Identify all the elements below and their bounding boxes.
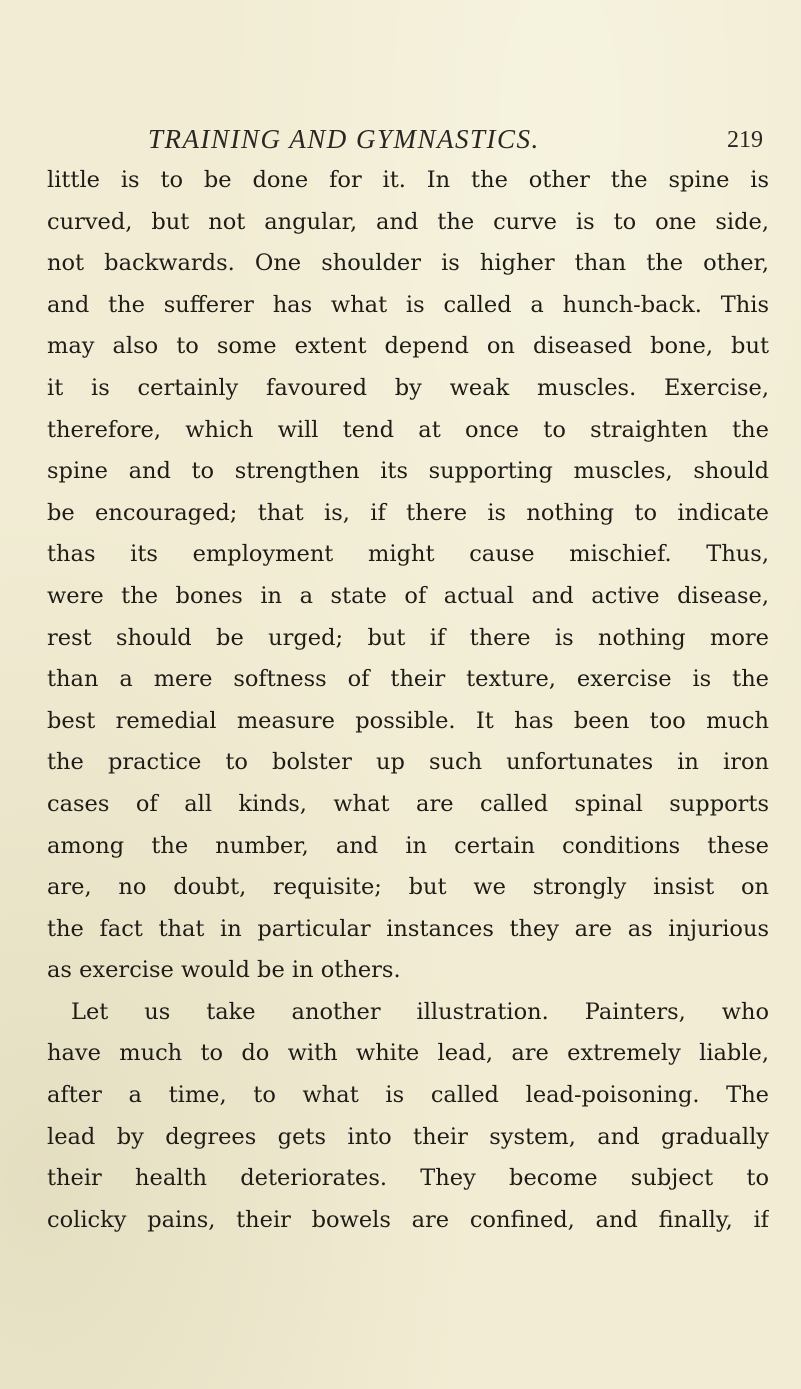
text-line: curved, but not angular, and the curve is to one side, [47, 208, 769, 235]
text-line: spine and to strengthen its supporting muscles, should [47, 458, 769, 485]
page-number: 219 [727, 127, 763, 153]
body-text [47, 160, 769, 1241]
text-line: may also to some extent depend on diseased bone, but [47, 333, 769, 360]
text-line: have much to do with white lead, are extremely liable, [47, 1040, 769, 1067]
text-line: therefore, which will tend at once to straighten the [47, 416, 769, 443]
text-line: best remedial measure possible. It has been too much [47, 707, 769, 734]
text-line: the fact that in particular instances they are as injurious [47, 915, 769, 942]
text-line: their health deteriorates. They become subject to [47, 1165, 769, 1192]
paragraph-start-line: Let us take another illustration. Painters, who [71, 998, 769, 1025]
text-line: were the bones in a state of actual and active disease, [47, 582, 769, 609]
text-line: rest should be urged; but if there is nothing more [47, 624, 769, 651]
text-line: after a time, to what is called lead-poisoning. The [47, 1082, 769, 1109]
paragraph-end-line: as exercise would be in others. [47, 957, 401, 984]
running-title: TRAINING AND GYMNASTICS. [148, 124, 540, 154]
text-line: not backwards. One shoulder is higher than the other, [47, 250, 769, 277]
text-line: thas its employment might cause mischief. Thus, [47, 541, 769, 568]
text-line: cases of all kinds, what are called spinal supports [47, 790, 769, 817]
text-line: among the number, and in certain conditions these [47, 832, 769, 859]
text-line: colicky pains, their bowels are confined, and finally, if [47, 1206, 769, 1233]
text-line: it is certainly favoured by weak muscles. Exercise, [47, 374, 769, 401]
running-head [0, 124, 801, 164]
text-line: and the sufferer has what is called a hunch-back. This [47, 291, 769, 318]
text-line: than a mere softness of their texture, exercise is the [47, 666, 769, 693]
text-line: be encouraged; that is, if there is nothing to indicate [47, 499, 769, 526]
text-line: the practice to bolster up such unfortunates in iron [47, 749, 769, 776]
text-line: little is to be done for it. In the other the spine is [47, 167, 769, 193]
text-line: lead by degrees gets into their system, and gradually [47, 1123, 769, 1150]
text-line: are, no doubt, requisite; but we strongly insist on [47, 874, 769, 901]
